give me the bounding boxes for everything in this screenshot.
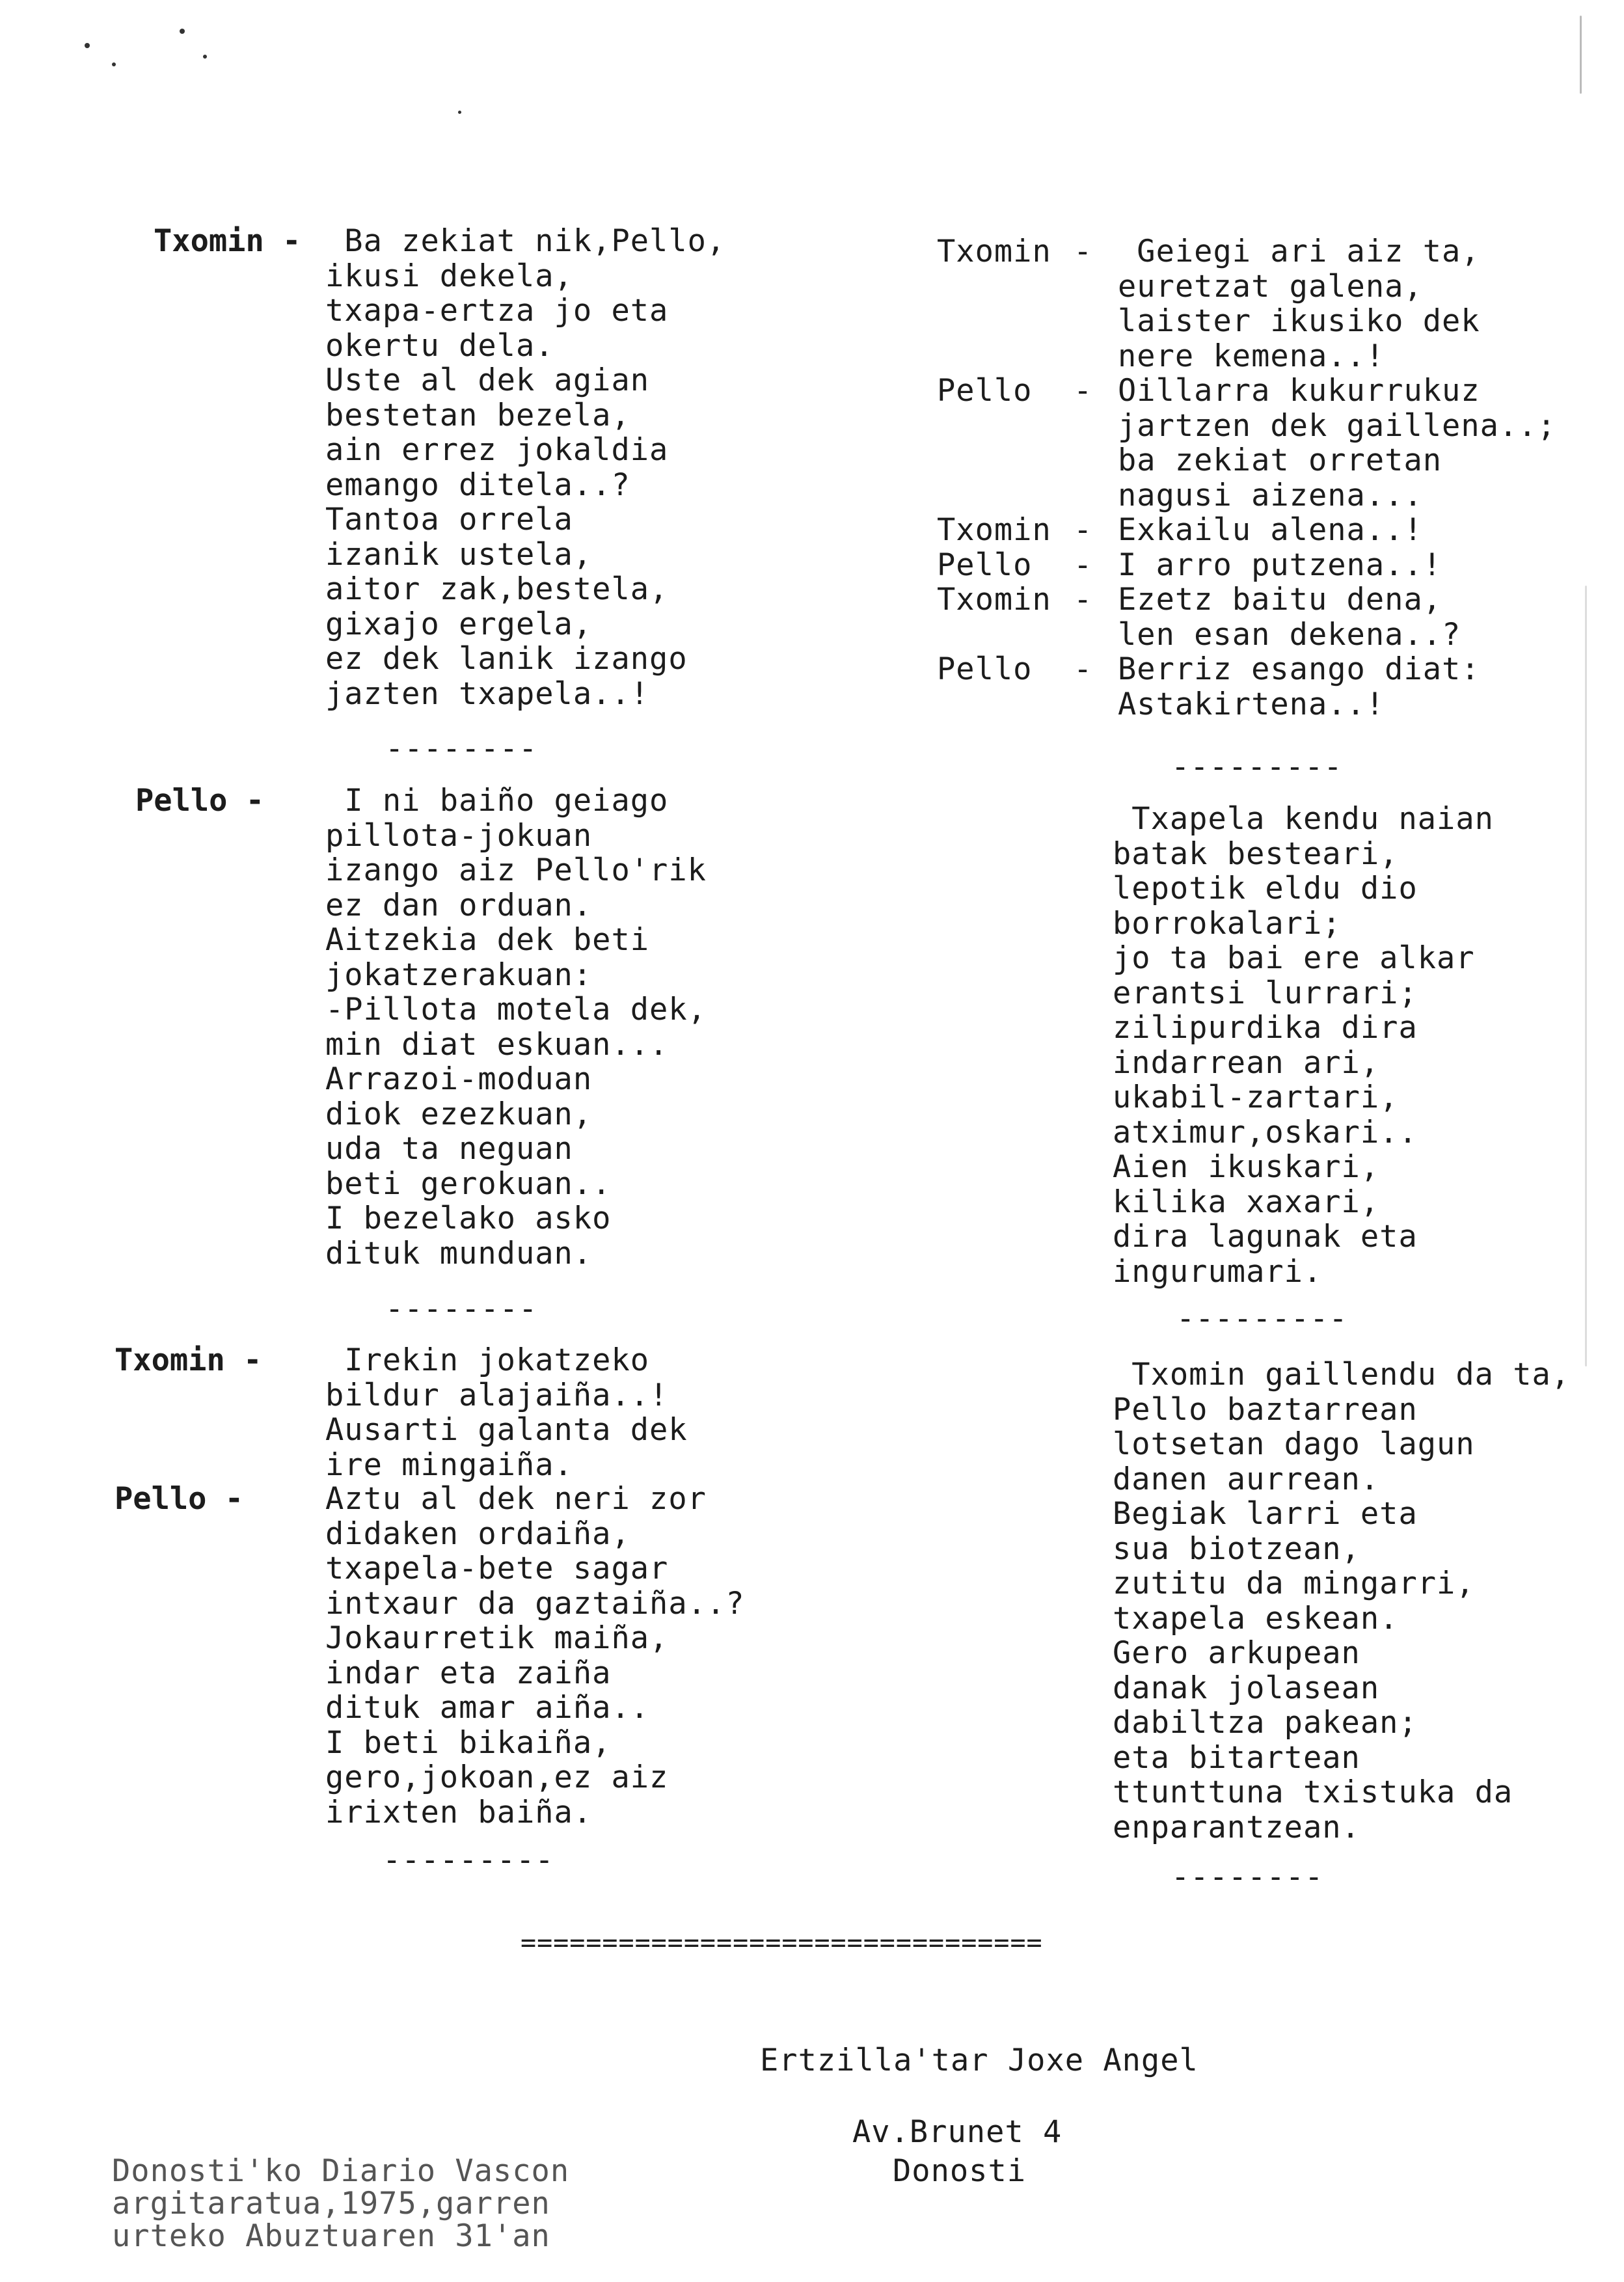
verse-line: Exkailu alena..! (1118, 512, 1423, 548)
verse-line: dira lagunak eta (1113, 1219, 1418, 1255)
verse-line: nagusi aizena... (1118, 477, 1423, 513)
verse-line: I beti bikaiña, (325, 1724, 612, 1761)
verse-line: bildur alajaiña..! (325, 1377, 669, 1413)
verse-line: diok ezezkuan, (325, 1096, 593, 1132)
scan-speck (458, 111, 461, 114)
verse-line: uda ta neguan (325, 1131, 573, 1167)
speaker-label: Pello - (115, 1481, 244, 1517)
verse-line: Tantoa orrela (325, 502, 573, 537)
verse-line: izango aiz Pello'rik (325, 852, 707, 888)
verse-line: Arrazoi-moduan (325, 1061, 593, 1097)
speaker-label: Pello - (135, 783, 265, 819)
verse-line: eta bitartean (1113, 1739, 1360, 1776)
verse-line: Aitzekia dek beti (325, 922, 650, 958)
verse-line: jartzen dek gaillena..; (1118, 407, 1556, 444)
speaker-dash: - (1074, 547, 1093, 583)
verse-line: ukabil-zartari, (1113, 1080, 1399, 1115)
verse-line: len esan dekena..? (1118, 616, 1461, 653)
verse-line: Geiegi ari aiz ta, (1118, 234, 1480, 269)
verse-line: lepotik eldu dio (1113, 871, 1418, 906)
publication-line: Donosti'ko Diario Vascon (112, 2153, 570, 2189)
speaker-label: Txomin - (115, 1342, 262, 1378)
verse-line: danak jolasean (1113, 1670, 1380, 1706)
verse-line: lotsetan dago lagun (1113, 1426, 1475, 1462)
verse-line: ez dek lanik izango (325, 641, 688, 677)
verse-line: danen aurrean. (1113, 1461, 1380, 1497)
verse-line: pillota-jokuan (325, 817, 593, 854)
verse-line: Berriz esango diat: (1118, 651, 1480, 687)
address: Av.Brunet 4 (852, 2114, 1062, 2150)
author-name: Ertzilla'tar Joxe Angel (760, 2043, 1198, 2078)
verse-line: zilipurdika dira (1113, 1010, 1418, 1046)
verse-line: Uste al dek agian (325, 362, 650, 398)
verse-line: jazten txapela..! (325, 675, 650, 712)
separator-dashes: -------- (385, 731, 538, 767)
verse-line: ttunttuna txistuka da (1113, 1774, 1513, 1810)
verse-line: indar eta zaiña (325, 1655, 612, 1691)
verse-line: I ni baiño geiago (325, 783, 669, 819)
verse-line: -Pillota motela dek, (325, 992, 707, 1027)
verse-line: intxaur da gaztaiña..? (325, 1585, 745, 1622)
scan-speck (112, 62, 116, 66)
verse-line: dituk munduan. (325, 1235, 593, 1271)
verse-stanza (325, 783, 707, 1271)
verse-line: Astakirtena..! (1118, 686, 1385, 722)
speaker-dash: - (1074, 234, 1093, 269)
verse-stanza (325, 1343, 688, 1482)
separator-dashes: -------- (1171, 1859, 1324, 1895)
verse-line: bestetan bezela, (325, 397, 630, 433)
verse-line: erantsi lurrari; (1113, 975, 1418, 1011)
scan-speck (1580, 16, 1582, 94)
verse-line: txapela-bete sagar (325, 1551, 669, 1586)
verse-line: txapela eskean. (1113, 1600, 1399, 1637)
verse-line: ingurumari. (1113, 1253, 1323, 1290)
speaker-label: Txomin (937, 512, 1051, 548)
verse-line: Ezetz baitu dena, (1118, 582, 1442, 618)
verse-line: batak besteari, (1113, 835, 1399, 872)
verse-line: Aztu al dek neri zor (325, 1481, 707, 1517)
speaker-label: Pello (937, 547, 1033, 583)
verse-line: Ausarti galanta dek (325, 1412, 688, 1448)
speaker-label: Txomin (937, 234, 1051, 269)
scan-speck (85, 43, 90, 48)
verse-line: Jokaurretik maiña, (325, 1620, 669, 1656)
verse-line: ez dan orduan. (325, 887, 593, 923)
verse-stanza (325, 224, 725, 711)
verse-line: Gero arkupean (1113, 1635, 1360, 1671)
scan-speck (1585, 586, 1587, 1366)
speaker-label: Txomin (937, 582, 1051, 618)
verse-line: I arro putzena..! (1118, 547, 1442, 583)
verse-line: beti gerokuan.. (325, 1165, 612, 1202)
verse-line: I bezelako asko (325, 1201, 612, 1236)
verse-line: irixten baiña. (325, 1794, 593, 1830)
separator-dashes: --------- (1176, 1301, 1348, 1337)
speaker-label: Pello (937, 651, 1033, 687)
verse-line: jokatzerakuan: (325, 957, 593, 993)
verse-line: atximur,oskari.. (1113, 1114, 1418, 1150)
speaker-dash: - (1074, 373, 1093, 409)
double-rule: ================================ (521, 1928, 1043, 1958)
speaker-label: Txomin - (154, 223, 301, 259)
verse-line: ire mingaiña. (325, 1447, 573, 1483)
verse-line: dabiltza pakean; (1113, 1705, 1418, 1741)
verse-line: dituk amar aiña.. (325, 1690, 650, 1726)
publication-line: argitaratua,1975,garren (112, 2186, 550, 2221)
verse-line: kilika xaxari, (1113, 1184, 1380, 1220)
verse-line: didaken ordaiña, (325, 1515, 630, 1552)
verse-line: okertu dela. (325, 327, 554, 364)
narration-stanza (1113, 1357, 1570, 1845)
speaker-dash: - (1074, 512, 1093, 548)
verse-line: Txapela kendu naian (1113, 801, 1494, 837)
verse-line: ain errez jokaldia (325, 432, 669, 468)
publication-note (112, 2155, 569, 2253)
verse-line: gero,jokoan,ez aiz (325, 1759, 669, 1795)
verse-line: jo ta bai ere alkar (1113, 940, 1475, 976)
publication-line: urteko Abuztuaren 31'an (112, 2218, 550, 2254)
verse-line: min diat eskuan... (325, 1026, 669, 1063)
verse-line: txapa-ertza jo eta (325, 293, 669, 329)
scan-speck (180, 29, 185, 34)
verse-stanza (325, 1482, 745, 1830)
separator-dashes: --------- (383, 1842, 554, 1878)
verse-line: Irekin jokatzeko (325, 1342, 650, 1378)
verse-line: gixajo ergela, (325, 606, 593, 642)
verse-line: borrokalari; (1113, 905, 1342, 942)
verse-line: Ba zekiat nik,Pello, (325, 223, 726, 259)
narration-stanza (1113, 802, 1494, 1289)
verse-line: aitor zak,bestela, (325, 571, 669, 607)
separator-dashes: -------- (385, 1291, 538, 1327)
verse-line: ikusi dekela, (325, 258, 573, 294)
verse-line: sua biotzean, (1113, 1530, 1360, 1567)
verse-line: nere kemena..! (1118, 338, 1385, 374)
verse-line: Oillarra kukurrukuz (1118, 373, 1480, 409)
verse-line: enparantzean. (1113, 1809, 1360, 1845)
speaker-dash: - (1074, 582, 1093, 618)
verse-line: Pello baztarrean (1113, 1391, 1418, 1428)
verse-line: izanik ustela, (325, 536, 593, 573)
speaker-label: Pello (937, 373, 1033, 409)
speaker-dash: - (1074, 651, 1093, 687)
separator-dashes: --------- (1171, 749, 1343, 785)
verse-line: indarrean ari, (1113, 1044, 1380, 1081)
verse-line: Begiak larri eta (1113, 1496, 1418, 1532)
verse-line: ba zekiat orretan (1118, 442, 1442, 478)
verse-line: laister ikusiko dek (1118, 303, 1480, 339)
verse-line: Txomin gaillendu da ta, (1113, 1357, 1571, 1392)
verse-line: Aien ikuskari, (1113, 1149, 1380, 1185)
city: Donosti (893, 2153, 1027, 2189)
scan-speck (203, 55, 207, 59)
verse-line: euretzat galena, (1118, 268, 1423, 305)
verse-line: zutitu da mingarri, (1113, 1566, 1475, 1601)
verse-line: emango ditela..? (325, 467, 630, 503)
